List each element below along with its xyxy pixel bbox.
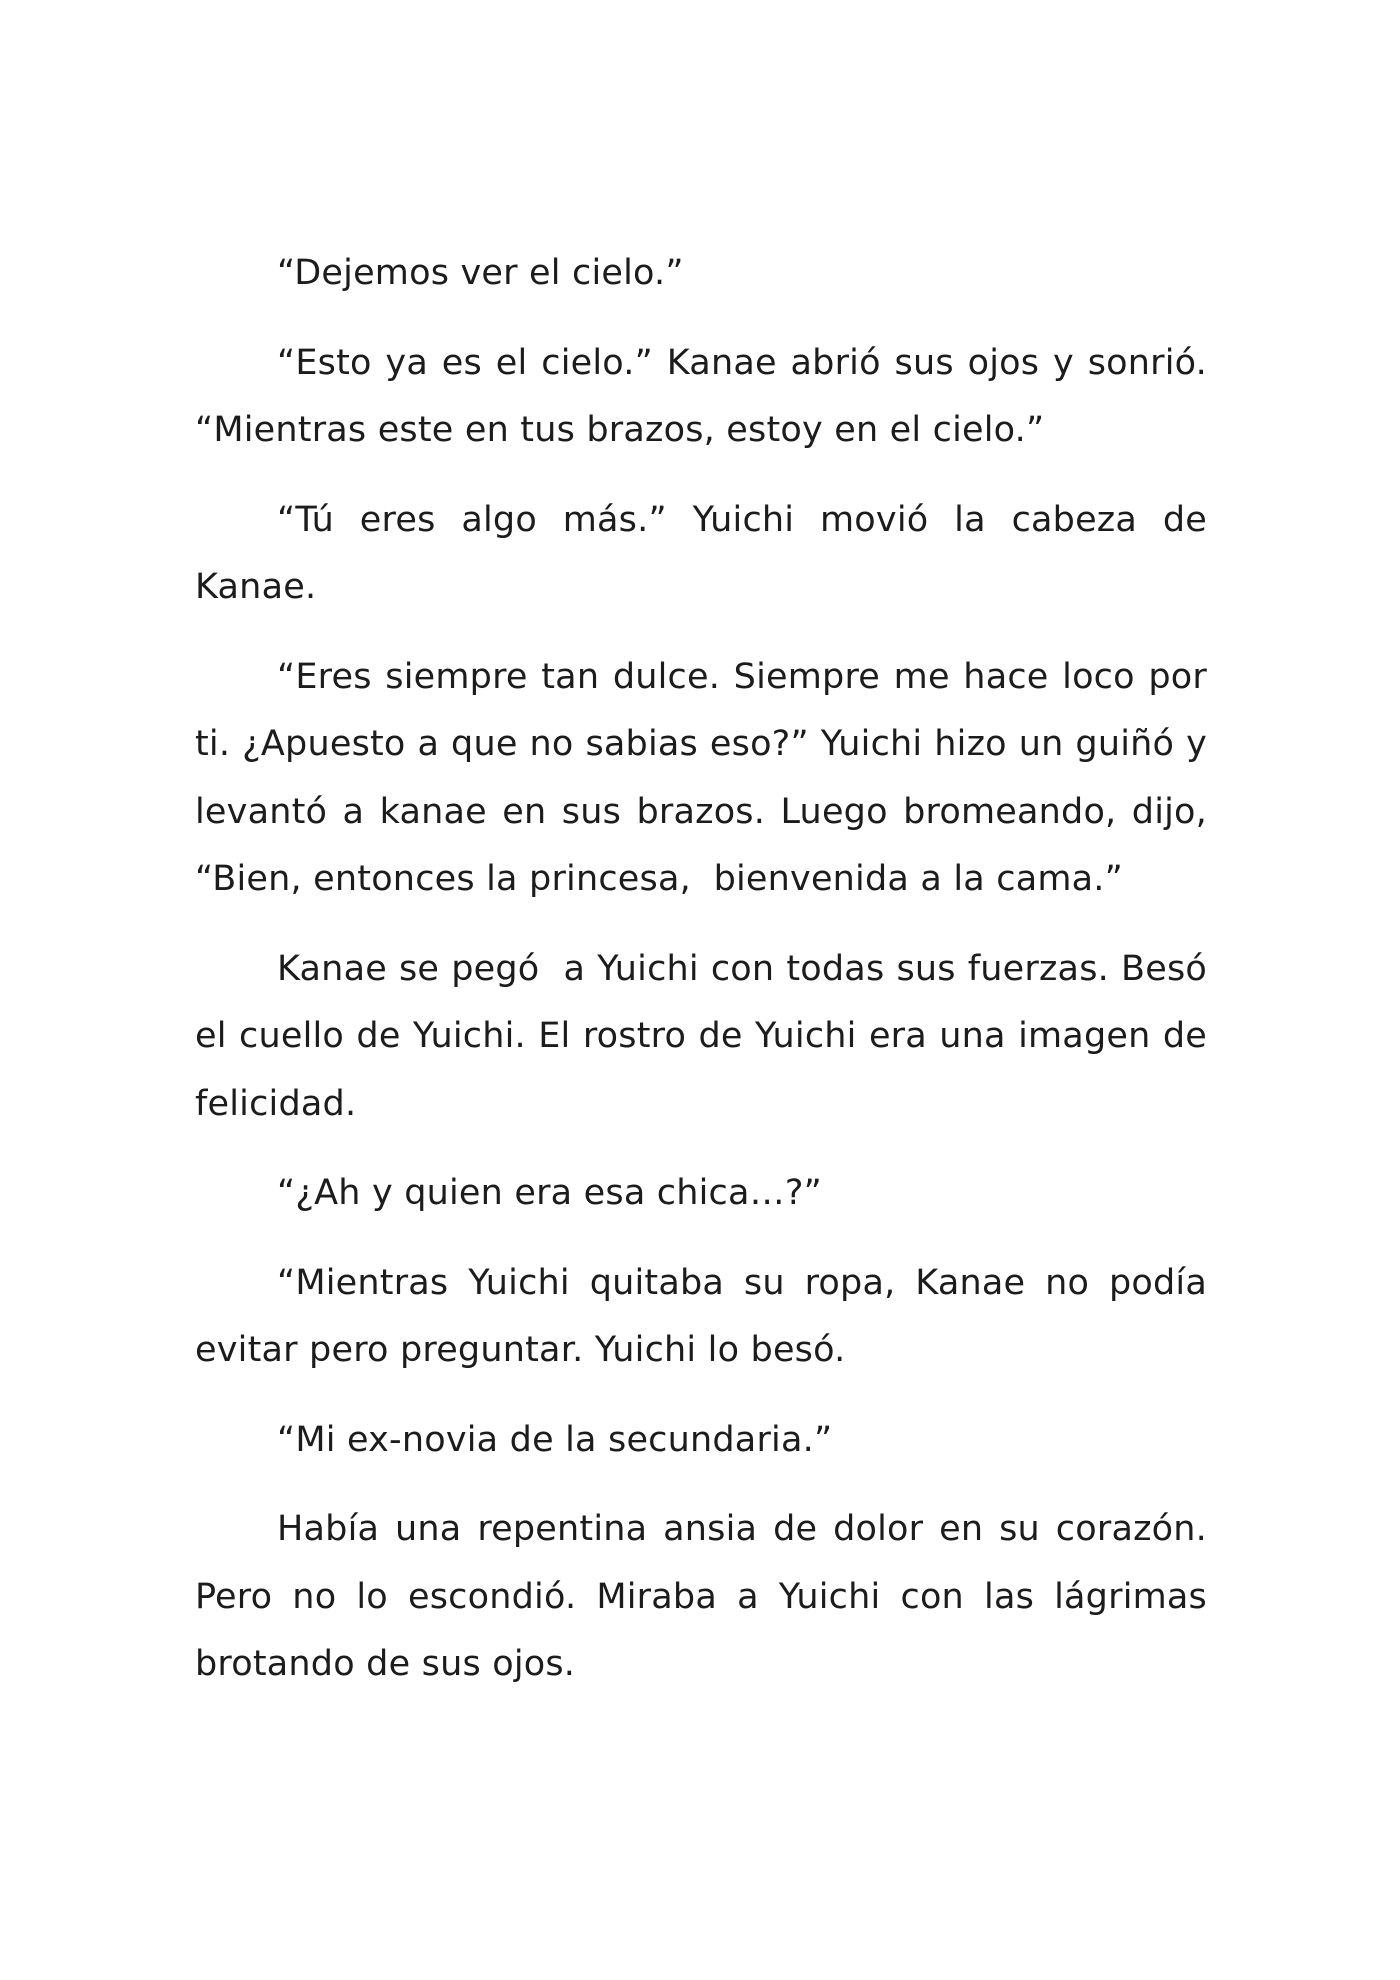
paragraph-5: Kanae se pegó a Yuichi con todas sus fuerzas. Besó el cuello de Yuichi. El rostro de Yuichi era una imagen de felicidad. — [195, 948, 1219, 1124]
paragraph-1: “Dejemos ver el cielo.” — [277, 253, 684, 293]
paragraph-8: “Mi ex-novia de la secundaria.” — [277, 1419, 833, 1460]
paragraph-6: “¿Ah y quien era esa chica…?” — [277, 1173, 822, 1213]
paragraph-7: “Mientras Yuichi quitaba su ropa, Kanae no podía evitar pero preguntar. Yuichi lo besó. — [195, 1262, 1219, 1370]
paragraph-3: “Tú eres algo más.” Yuichi movió la cabeza de Kanae. — [195, 499, 1219, 607]
paragraph-9: Había una repentina ansia de dolor en su corazón. Pero no lo escondió. Miraba a Yuichi con las lágrimas brotando de sus ojos. — [195, 1509, 1219, 1684]
paragraph-2: “Esto ya es el cielo.” Kanae abrió sus ojos y sonrió. “Mientras este en tus brazos, estoy en el cielo.” — [195, 342, 1219, 450]
paragraph-4: “Eres siempre tan dulce. Siempre me hace loco por ti. ¿Apuesto a que no sabias eso?” Yuichi hizo un guiñó y levantó a kanae en sus brazos. Luego bromeando, dijo, “Bien, entonces la princesa, bienvenida a la cama.” — [195, 656, 1219, 899]
body-text — [195, 240, 1219, 1721]
